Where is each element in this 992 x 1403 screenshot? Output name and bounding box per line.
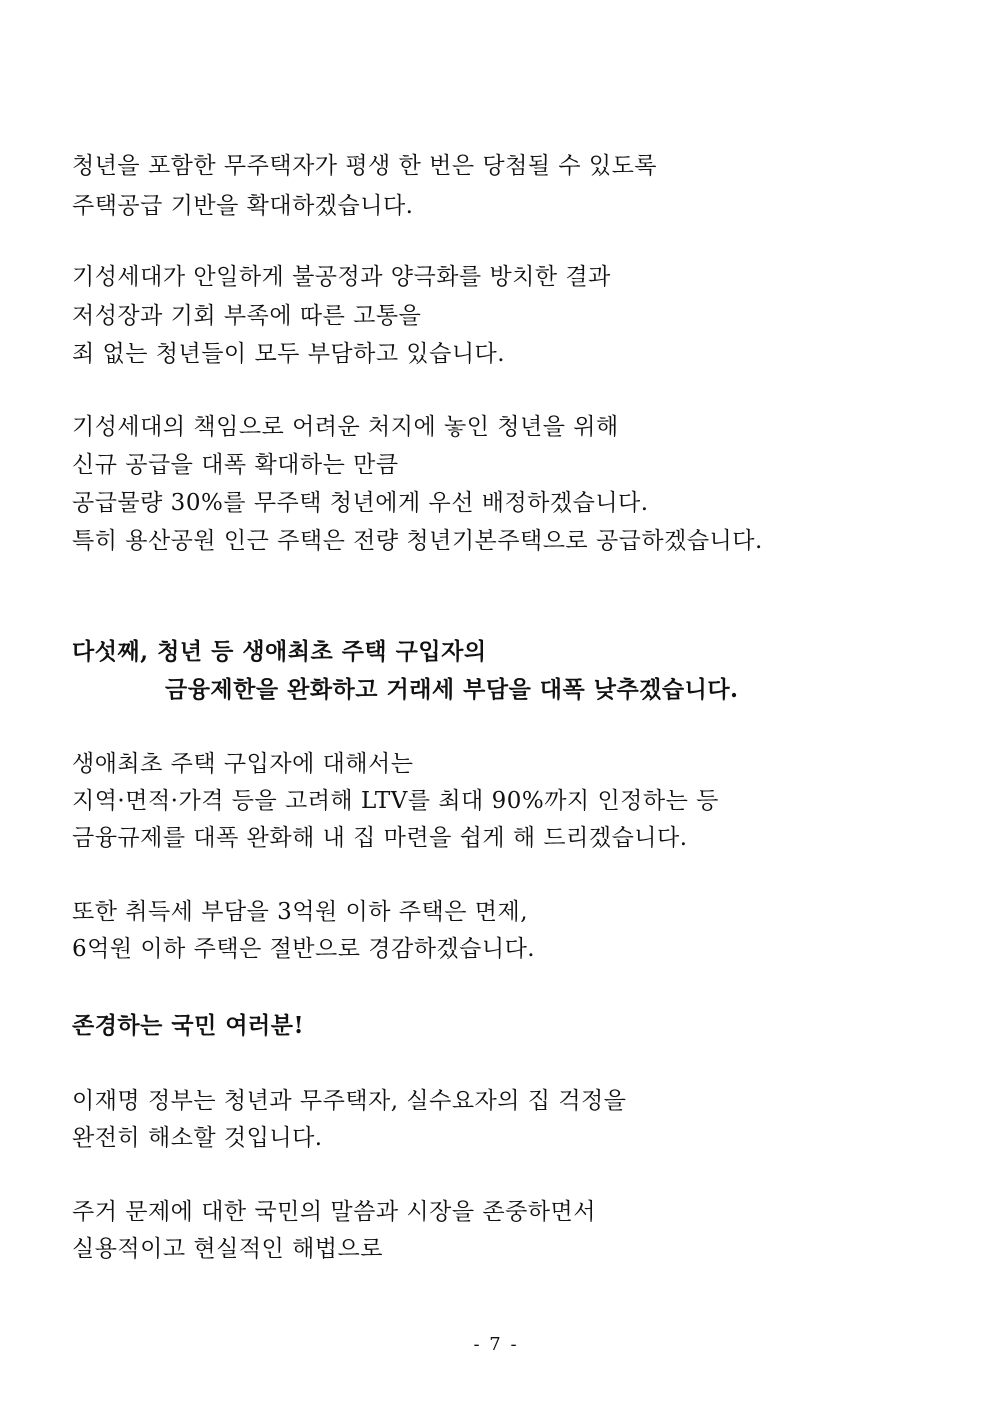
text-line: 저성장과 기회 부족에 따른 고통을 xyxy=(72,303,422,329)
text-line: 공급물량 30%를 무주택 청년에게 우선 배정하겠습니다. xyxy=(72,490,649,516)
text-line: 이재명 정부는 청년과 무주택자, 실수요자의 집 걱정을 xyxy=(72,1088,627,1114)
text-line: 지역·면적·가격 등을 고려해 LTV를 최대 90%까지 인정하는 등 xyxy=(72,788,719,814)
text-line: 청년을 포함한 무주택자가 평생 한 번은 당첨될 수 있도록 xyxy=(72,153,658,179)
section-heading-line-2: 금융제한을 완화하고 거래세 부담을 대폭 낮추겠습니다. xyxy=(165,676,739,703)
text-line: 죄 없는 청년들이 모두 부담하고 있습니다. xyxy=(72,341,506,367)
page-number: - 7 - xyxy=(473,1334,519,1355)
text-line: 주거 문제에 대한 국민의 말씀과 시장을 존중하면서 xyxy=(72,1199,596,1225)
text-line: 주택공급 기반을 확대하겠습니다. xyxy=(72,193,414,219)
section-heading-line-1: 다섯째, 청년 등 생애최초 주택 구입자의 xyxy=(72,638,487,665)
address-heading: 존경하는 국민 여러분! xyxy=(72,1012,305,1039)
text-line: 완전히 해소할 것입니다. xyxy=(72,1125,323,1151)
text-line: 또한 취득세 부담을 3억원 이하 주택은 면제, xyxy=(72,899,529,925)
text-line: 6억원 이하 주택은 절반으로 경감하겠습니다. xyxy=(72,936,536,962)
text-line: 실용적이고 현실적인 해법으로 xyxy=(72,1236,383,1262)
text-line: 기성세대의 책임으로 어려운 처지에 놓인 청년을 위해 xyxy=(72,414,619,440)
text-line: 생애최초 주택 구입자에 대해서는 xyxy=(72,751,414,777)
text-line: 특히 용산공원 인근 주택은 전량 청년기본주택으로 공급하겠습니다. xyxy=(72,528,763,554)
text-line: 금융규제를 대폭 완화해 내 집 마련을 쉽게 해 드리겠습니다. xyxy=(72,825,688,851)
text-line: 기성세대가 안일하게 불공정과 양극화를 방치한 결과 xyxy=(72,264,611,290)
text-line: 신규 공급을 대폭 확대하는 만큼 xyxy=(72,452,399,478)
